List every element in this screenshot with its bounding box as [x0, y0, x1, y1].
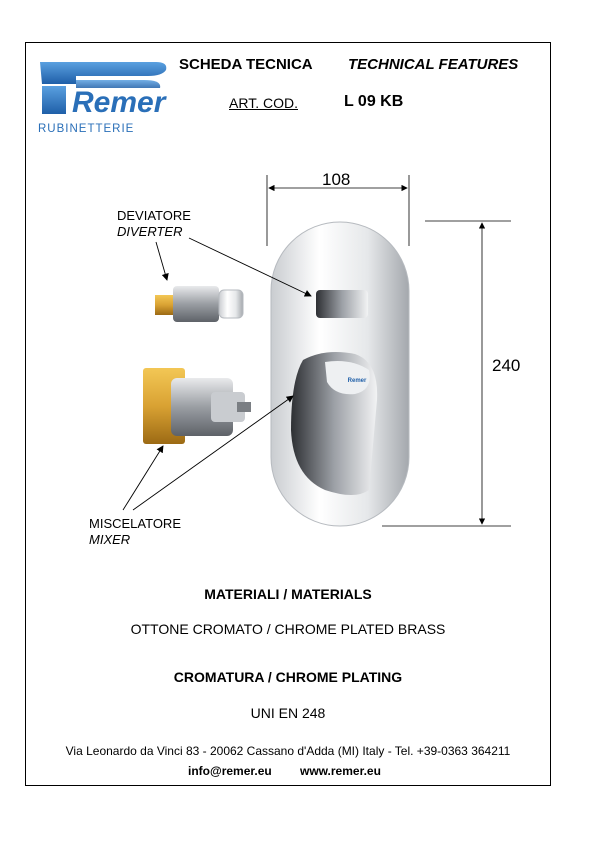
title-italian: SCHEDA TECNICA — [179, 56, 313, 73]
mixer-label-italian: MISCELATORE — [89, 516, 181, 531]
remer-logo-mark — [36, 56, 170, 136]
footer-email[interactable]: info@remer.eu — [188, 764, 272, 778]
diverter-label-english: DIVERTER — [117, 224, 183, 239]
width-dimension-label: 108 — [322, 170, 351, 189]
technical-drawing — [25, 150, 551, 570]
footer-website[interactable]: www.remer.eu — [300, 764, 381, 778]
mixer-label-english: MIXER — [89, 532, 131, 547]
footer-address: Via Leonardo da Vinci 83 - 20062 Cassano d'Adda (MI) Italy - Tel. +39-0363 364211 — [65, 744, 511, 758]
title-english: TECHNICAL FEATURES — [348, 56, 519, 73]
materials-heading: MATERIALI / MATERIALS — [204, 586, 372, 602]
remer-logo — [36, 56, 170, 136]
materials-value: OTTONE CROMATO / CHROME PLATED BRASS — [130, 621, 446, 637]
height-dimension-label: 240 — [492, 356, 521, 375]
plating-heading: CROMATURA / CHROME PLATING — [173, 669, 403, 685]
diverter-knob — [316, 290, 368, 318]
svg-text:Remer: Remer — [72, 86, 166, 119]
svg-text:RUBINETTERIE: RUBINETTERIE — [38, 123, 135, 135]
diverter-leader-to-cartridge — [156, 242, 167, 280]
lever-logo: Remer — [347, 378, 367, 384]
mixer-leader-to-cartridge — [123, 446, 163, 510]
diverter-label-italian: DEVIATORE — [117, 208, 191, 223]
art-code-label: ART. COD. — [229, 95, 298, 111]
mixer-cartridge — [143, 368, 251, 444]
diverter-cartridge — [155, 286, 243, 322]
art-code-value: L 09 KB — [344, 93, 404, 110]
plating-value: UNI EN 248 — [250, 705, 326, 721]
